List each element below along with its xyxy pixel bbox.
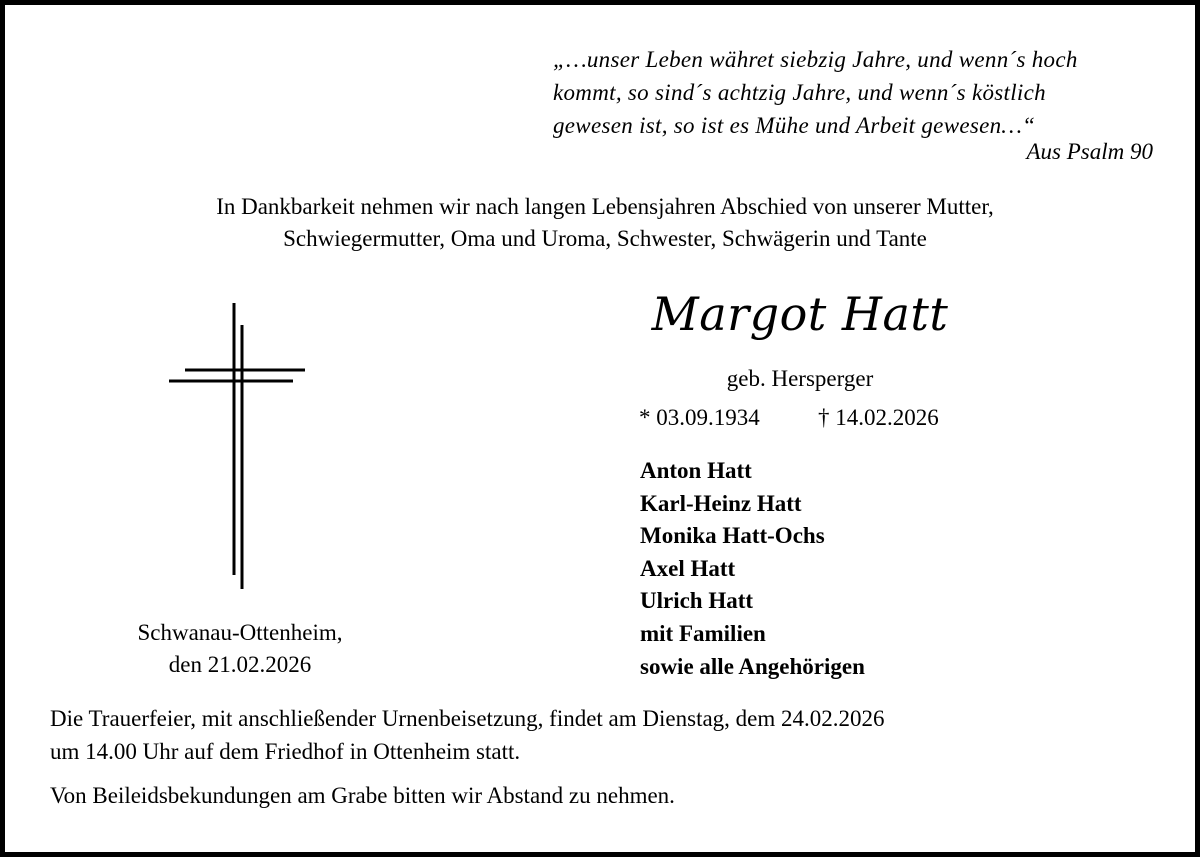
birth-date: * 03.09.1934 [639, 405, 760, 430]
quote-source: Aus Psalm 90 [1026, 139, 1153, 164]
intro-line: In Dankbarkeit nehmen wir nach langen Lebensjahren Abschied von unserer Mutter, [216, 194, 994, 219]
intro-text [5, 191, 1200, 255]
service-info [50, 702, 1170, 768]
mourner-name: Anton Hatt [640, 458, 752, 483]
place-line: Schwanau-Ottenheim, [137, 620, 343, 645]
maiden-name: geb. Hersperger [726, 366, 874, 391]
mourner-name: Axel Hatt [640, 555, 736, 581]
place-date [105, 617, 375, 681]
mourner-name: Karl-Heinz Hatt [640, 490, 802, 516]
cross-icon [165, 299, 310, 599]
death-date: † 14.02.2026 [818, 405, 939, 430]
mourner-name: sowie alle Angehörigen [640, 653, 865, 679]
intro-line: Schwiegermutter, Oma und Uroma, Schwester, Schwägerin und Tante [283, 226, 927, 251]
psalm-quote [553, 43, 1173, 142]
date-line: den 21.02.2026 [168, 652, 312, 677]
service-line: um 14.00 Uhr auf dem Friedhof in Ottenheim statt. [50, 739, 521, 764]
condolence-note: Von Beileidsbekundungen am Grabe bitten wir Abstand zu nehmen. [50, 783, 675, 808]
mourner-name: mit Familien [640, 620, 766, 646]
quote-line: „…unser Leben währet siebzig Jahre, und wenn´s hoch [553, 47, 1078, 72]
mourner-name: Monika Hatt-Ochs [640, 523, 825, 549]
quote-line: kommt, so sind´s achtzig Jahre, und wenn´s köstlich [553, 80, 1046, 105]
mourners-list [640, 455, 865, 683]
deceased-name: Margot Hatt [651, 287, 949, 341]
mourner-name: Ulrich Hatt [640, 588, 754, 614]
service-line: Die Trauerfeier, mit anschließender Urnenbeisetzung, findet am Dienstag, dem 24.02.2026 [50, 706, 885, 731]
quote-line: gewesen ist, so ist es Mühe und Arbeit gewesen…“ [553, 113, 1036, 138]
